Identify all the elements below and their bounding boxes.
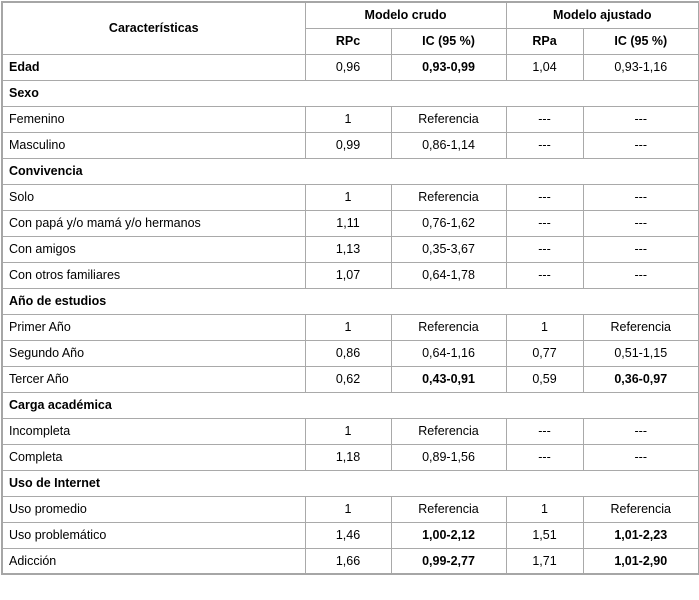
rpc-value: 1,13 (305, 236, 391, 262)
ic-crudo-value: 0,93-0,99 (391, 54, 506, 80)
ic-crudo-value: Referencia (391, 496, 506, 522)
table-row (2, 106, 699, 132)
row-label: Uso promedio (2, 496, 305, 522)
rpc-value: 1 (305, 496, 391, 522)
rpc-value: 1,18 (305, 444, 391, 470)
ic-ajustado-value: --- (583, 184, 699, 210)
column-header-ic-crudo: IC (95 %) (391, 28, 506, 54)
column-header-rpa: RPa (506, 28, 583, 54)
ic-ajustado-value: 1,01-2,90 (583, 548, 699, 574)
table-row (2, 210, 699, 236)
section-label: Año de estudios (2, 288, 699, 314)
ic-ajustado-value: --- (583, 210, 699, 236)
ic-ajustado-value: 0,36-0,97 (583, 366, 699, 392)
table-row (2, 522, 699, 548)
rpc-value: 0,96 (305, 54, 391, 80)
rpc-value: 1,11 (305, 210, 391, 236)
row-label: Segundo Año (2, 340, 305, 366)
rpa-value: --- (506, 236, 583, 262)
column-header-modelo-ajustado: Modelo ajustado (506, 2, 699, 28)
ic-ajustado-value: 0,93-1,16 (583, 54, 699, 80)
rpa-value: 1,04 (506, 54, 583, 80)
rpa-value: 0,59 (506, 366, 583, 392)
table-row (2, 444, 699, 470)
table-row (2, 418, 699, 444)
row-label: Con papá y/o mamá y/o hermanos (2, 210, 305, 236)
rpc-value: 0,86 (305, 340, 391, 366)
ic-ajustado-value: 0,51-1,15 (583, 340, 699, 366)
row-label: Adicción (2, 548, 305, 574)
regression-results-table (1, 1, 699, 575)
row-label: Completa (2, 444, 305, 470)
rpc-value: 1,66 (305, 548, 391, 574)
rpa-value: --- (506, 132, 583, 158)
table-row (2, 314, 699, 340)
rpa-value: 0,77 (506, 340, 583, 366)
table-row (2, 496, 699, 522)
section-row (2, 80, 699, 106)
ic-crudo-value: Referencia (391, 184, 506, 210)
row-label: Incompleta (2, 418, 305, 444)
table-body (2, 54, 699, 574)
section-label: Sexo (2, 80, 699, 106)
ic-crudo-value: 0,43-0,91 (391, 366, 506, 392)
column-header-caracteristicas: Características (2, 2, 305, 54)
section-label: Carga académica (2, 392, 699, 418)
row-label: Tercer Año (2, 366, 305, 392)
ic-ajustado-value: --- (583, 236, 699, 262)
rpa-value: 1,51 (506, 522, 583, 548)
column-header-modelo-crudo: Modelo crudo (305, 2, 506, 28)
row-label: Uso problemático (2, 522, 305, 548)
table-row (2, 236, 699, 262)
ic-crudo-value: 0,76-1,62 (391, 210, 506, 236)
rpa-value: 1,71 (506, 548, 583, 574)
section-row (2, 158, 699, 184)
rpa-value: --- (506, 444, 583, 470)
column-header-ic-ajustado: IC (95 %) (583, 28, 699, 54)
ic-ajustado-value: --- (583, 132, 699, 158)
ic-crudo-value: 0,86-1,14 (391, 132, 506, 158)
column-header-rpc: RPc (305, 28, 391, 54)
row-label: Solo (2, 184, 305, 210)
table-row (2, 132, 699, 158)
ic-ajustado-value: --- (583, 418, 699, 444)
ic-crudo-value: 0,64-1,78 (391, 262, 506, 288)
ic-ajustado-value: 1,01-2,23 (583, 522, 699, 548)
rpc-value: 1 (305, 184, 391, 210)
table-header (2, 2, 699, 54)
rpa-value: --- (506, 184, 583, 210)
row-label: Femenino (2, 106, 305, 132)
ic-crudo-value: Referencia (391, 106, 506, 132)
row-label: Edad (2, 54, 305, 80)
ic-ajustado-value: --- (583, 262, 699, 288)
rpc-value: 1,46 (305, 522, 391, 548)
rpc-value: 0,62 (305, 366, 391, 392)
rpc-value: 1 (305, 106, 391, 132)
ic-ajustado-value: --- (583, 106, 699, 132)
ic-crudo-value: 0,89-1,56 (391, 444, 506, 470)
row-label: Masculino (2, 132, 305, 158)
rpa-value: --- (506, 106, 583, 132)
table-row (2, 340, 699, 366)
rpa-value: --- (506, 418, 583, 444)
row-label: Primer Año (2, 314, 305, 340)
ic-crudo-value: Referencia (391, 314, 506, 340)
section-label: Convivencia (2, 158, 699, 184)
rpa-value: --- (506, 262, 583, 288)
section-label: Uso de Internet (2, 470, 699, 496)
header-row-groups (2, 2, 699, 28)
rpa-value: 1 (506, 314, 583, 340)
rpa-value: 1 (506, 496, 583, 522)
row-label: Con otros familiares (2, 262, 305, 288)
ic-crudo-value: 0,64-1,16 (391, 340, 506, 366)
ic-crudo-value: Referencia (391, 418, 506, 444)
section-row (2, 392, 699, 418)
section-row (2, 288, 699, 314)
rpc-value: 1 (305, 314, 391, 340)
table-row (2, 54, 699, 80)
table-row (2, 548, 699, 574)
ic-crudo-value: 0,35-3,67 (391, 236, 506, 262)
section-row (2, 470, 699, 496)
table-row (2, 366, 699, 392)
ic-ajustado-value: Referencia (583, 314, 699, 340)
row-label: Con amigos (2, 236, 305, 262)
ic-crudo-value: 0,99-2,77 (391, 548, 506, 574)
table-row (2, 262, 699, 288)
rpc-value: 1,07 (305, 262, 391, 288)
rpa-value: --- (506, 210, 583, 236)
ic-ajustado-value: --- (583, 444, 699, 470)
ic-ajustado-value: Referencia (583, 496, 699, 522)
ic-crudo-value: 1,00-2,12 (391, 522, 506, 548)
rpc-value: 1 (305, 418, 391, 444)
rpc-value: 0,99 (305, 132, 391, 158)
table-row (2, 184, 699, 210)
